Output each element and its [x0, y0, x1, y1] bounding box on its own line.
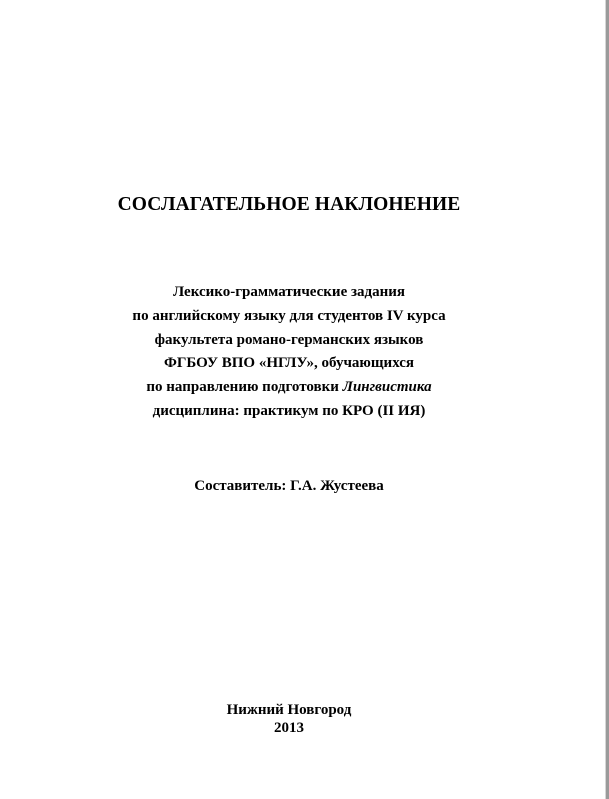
description-line: по английскому языку для студентов IV курса: [132, 307, 446, 324]
description-block: [0, 281, 578, 424]
direction-value: Лингвистика: [342, 379, 432, 396]
description-line: Лексико-грамматические задания: [172, 284, 406, 300]
document-title: СОСЛАГАТЕЛЬНОЕ НАКЛОНЕНИЕ: [117, 194, 461, 215]
description-line: факультета романо-германских языков: [154, 331, 424, 348]
direction-line: [0, 376, 578, 400]
compiler-line: Составитель: Г.А. Жустеева: [194, 478, 384, 494]
direction-prefix: по направлению подготовки: [146, 379, 339, 396]
description-line: ФГБОУ ВПО «НГЛУ», обучающихся: [163, 355, 415, 372]
year: 2013: [274, 720, 304, 736]
city: Нижний Новгород: [226, 702, 352, 718]
discipline-line: дисциплина: практикум по КРО (II ИЯ): [152, 402, 426, 419]
